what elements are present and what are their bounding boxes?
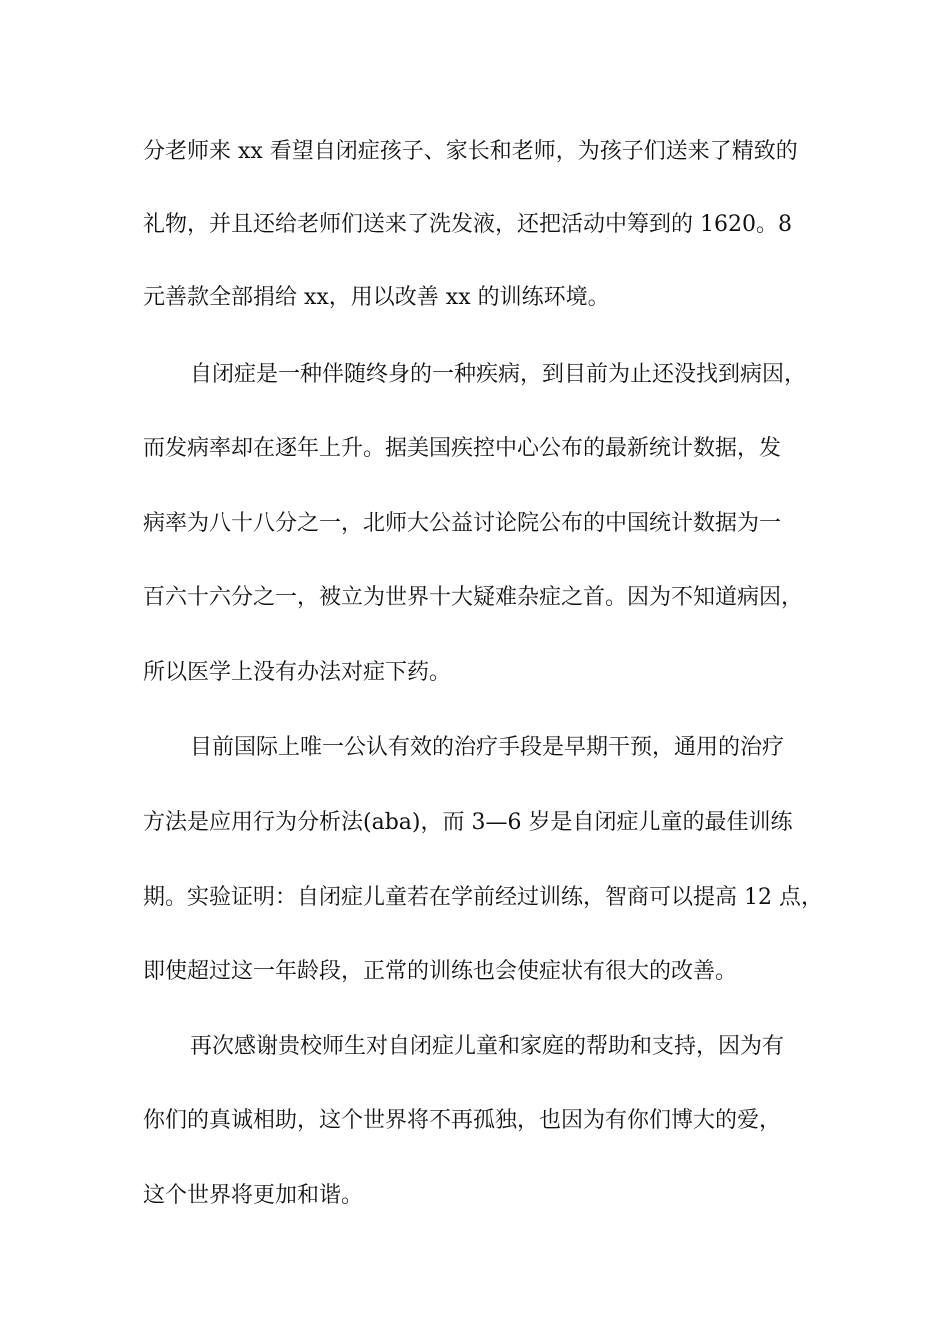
paragraph-4-line-3: 这个世界将更加和谐。 [143, 1183, 364, 1208]
paragraph-3-line-4: 即使超过这一年龄段，正常的训练也会使症状有很大的改善。 [143, 959, 738, 984]
paragraph-2-line-2: 而发病率却在逐年上升。据美国疾控中心公布的最新统计数据，发 [143, 436, 782, 461]
paragraph-4-line-2: 你们的真诚相助，这个世界将不再孤独，也因为有你们博大的爱， [143, 1108, 782, 1133]
paragraph-1-line-1: 分老师来 xx 看望自闭症孩子、家长和老师，为孩子们送来了精致的 [143, 139, 798, 164]
paragraph-3-line-3: 期。实验证明：自闭症儿童若在学前经过训练，智商可以提高 12 点， [143, 885, 823, 910]
paragraph-2-line-1: 自闭症是一种伴随终身的一种疾病，到目前为止还没找到病因， [190, 362, 807, 387]
paragraph-2-line-5: 所以医学上没有办法对症下药。 [143, 660, 452, 685]
paragraph-4-line-1: 再次感谢贵校师生对自闭症儿童和家庭的帮助和支持，因为有 [190, 1034, 785, 1059]
paragraph-2-line-3: 病率为八十八分之一，北师大公益讨论院公布的中国统计数据为一 [143, 511, 782, 536]
paragraph-1-line-2: 礼物，并且还给老师们送来了洗发液，还把活动中筹到的 1620。8 [143, 212, 792, 237]
paragraph-1-line-3: 元善款全部捐给 xx，用以改善 xx 的训练环境。 [143, 285, 610, 310]
paragraph-2-line-4: 百六十六分之一，被立为世界十大疑难杂症之首。因为不知道病因， [143, 585, 804, 610]
paragraph-3-line-2: 方法是应用行为分析法(aba)，而 3—6 岁是自闭症儿童的最佳训练 [143, 810, 793, 835]
paragraph-3-line-1: 目前国际上唯一公认有效的治疗手段是早期干预，通用的治疗 [190, 735, 785, 760]
